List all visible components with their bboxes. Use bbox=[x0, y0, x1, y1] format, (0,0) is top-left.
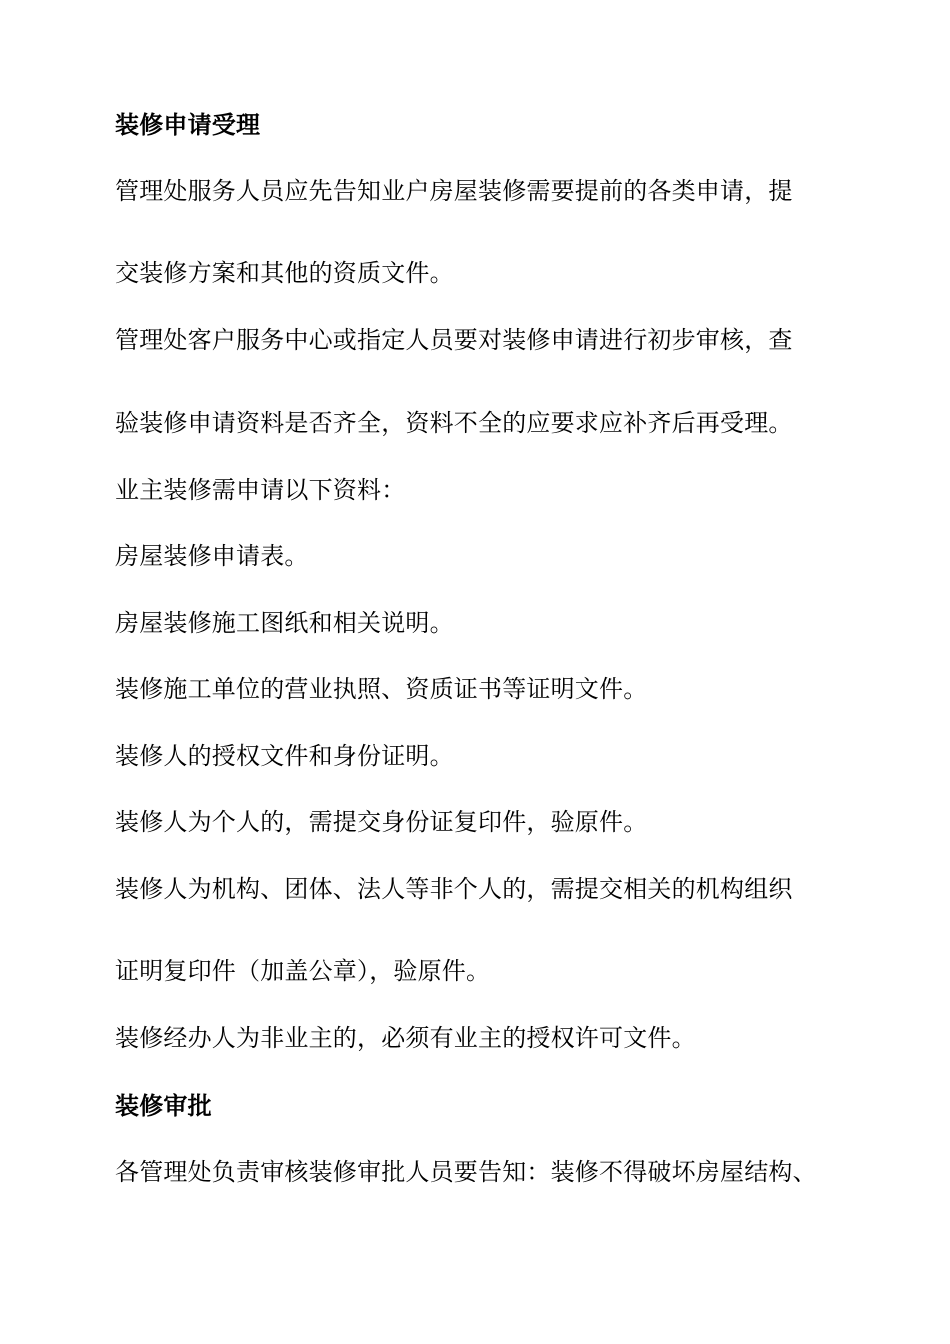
paragraph-line: 管理处客户服务中心或指定人员要对装修申请进行初步审核，查 bbox=[115, 326, 793, 354]
section-heading-application: 装修申请受理 bbox=[115, 111, 261, 139]
list-intro: 业主装修需申请以下资料： bbox=[115, 476, 406, 504]
paragraph-line: 各管理处负责审核装修审批人员要告知：装修不得破坏房屋结构、 bbox=[115, 1158, 817, 1186]
list-item: 房屋装修申请表。 bbox=[115, 542, 309, 570]
list-item: 装修人为机构、团体、法人等非个人的，需提交相关的机构组织 bbox=[115, 875, 793, 903]
paragraph-line: 验装修申请资料是否齐全，资料不全的应要求应补齐后再受理。 bbox=[115, 409, 793, 437]
list-item-continuation: 证明复印件（加盖公章），验原件。 bbox=[115, 957, 491, 985]
list-item: 装修经办人为非业主的，必须有业主的授权许可文件。 bbox=[115, 1024, 696, 1052]
list-item: 装修施工单位的营业执照、资质证书等证明文件。 bbox=[115, 675, 648, 703]
list-item: 装修人的授权文件和身份证明。 bbox=[115, 742, 454, 770]
list-item: 房屋装修施工图纸和相关说明。 bbox=[115, 609, 454, 637]
paragraph-line: 管理处服务人员应先告知业户房屋装修需要提前的各类申请，提 bbox=[115, 177, 793, 205]
list-item: 装修人为个人的，需提交身份证复印件，验原件。 bbox=[115, 808, 648, 836]
paragraph-line: 交装修方案和其他的资质文件。 bbox=[115, 259, 454, 287]
section-heading-approval: 装修审批 bbox=[115, 1092, 212, 1120]
